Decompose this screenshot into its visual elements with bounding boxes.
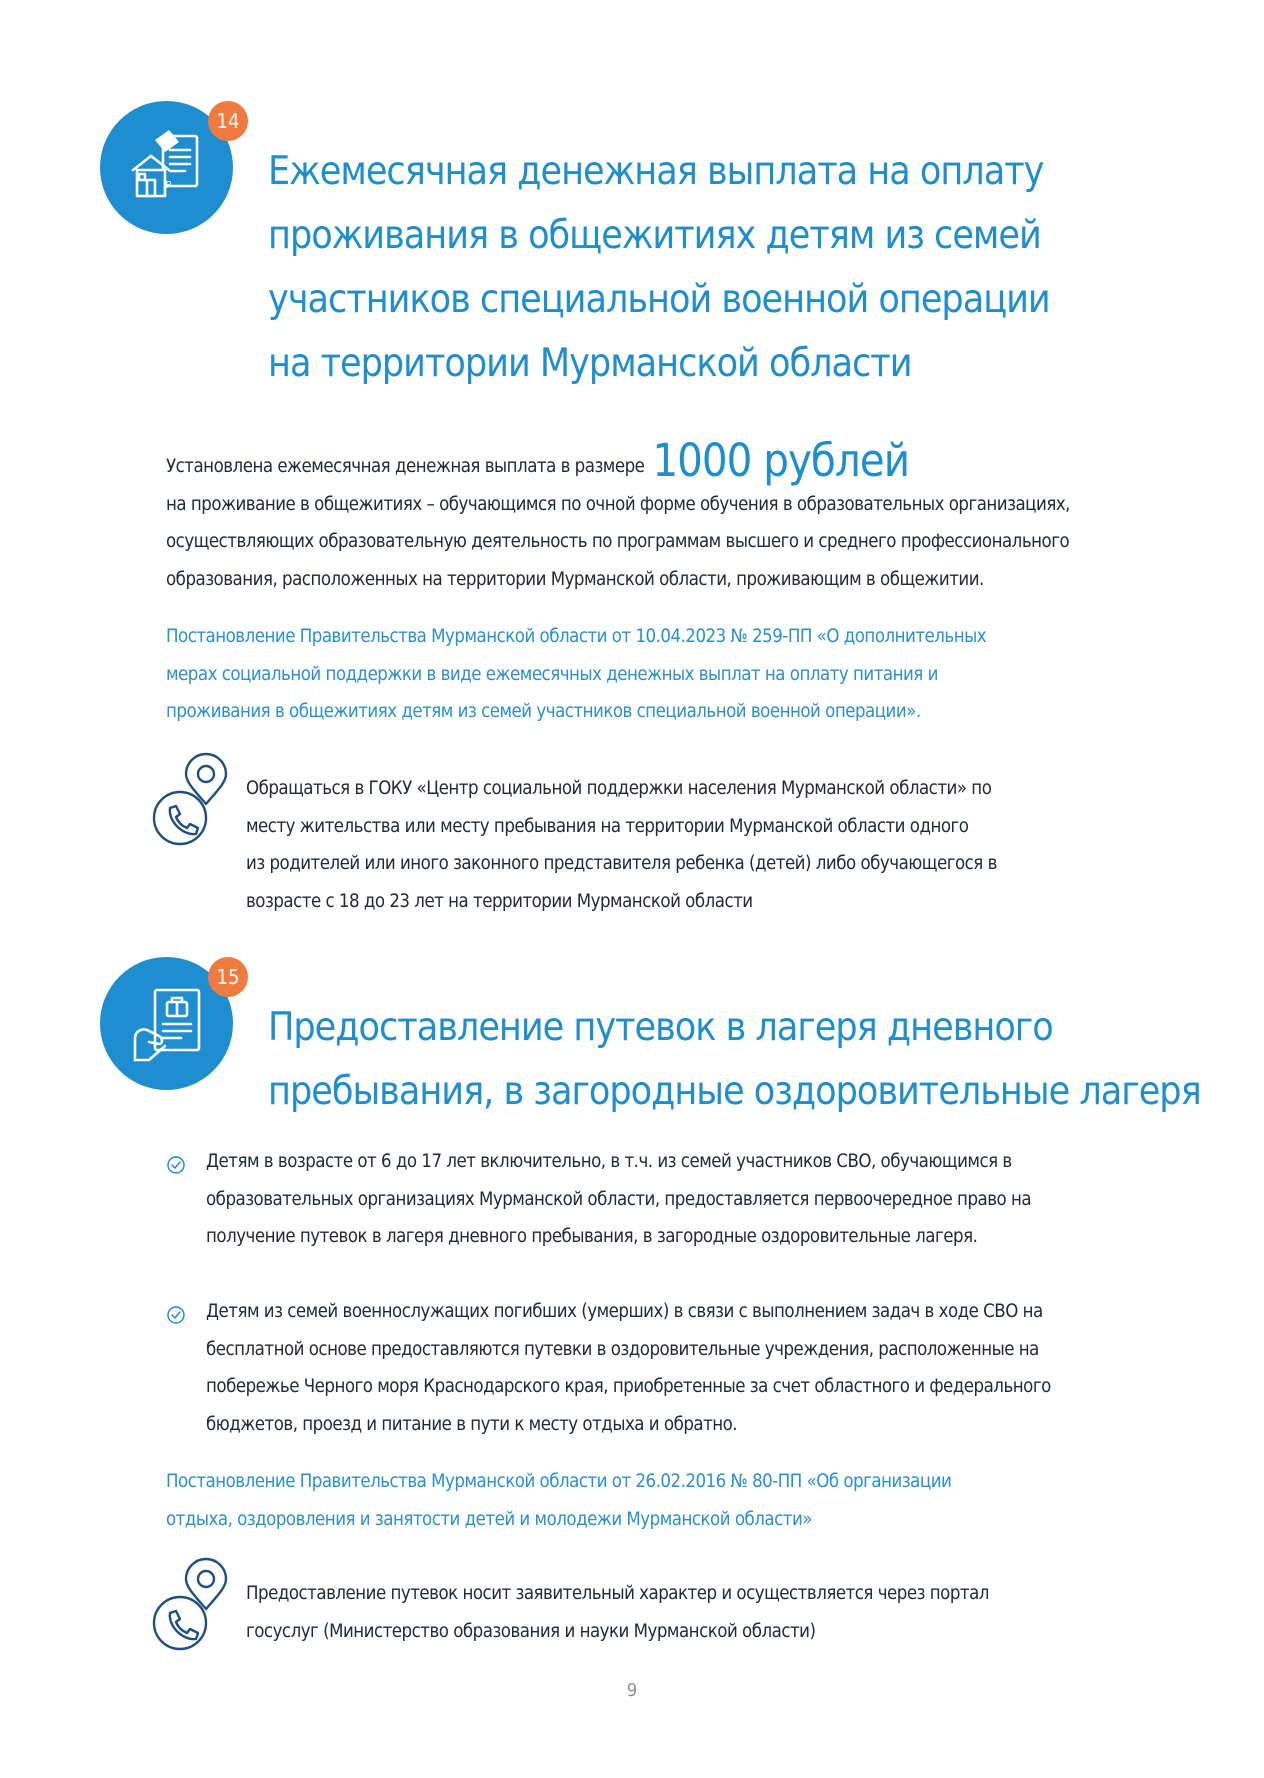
check-circle-icon bbox=[166, 1155, 186, 1175]
section-number-badge: 15 bbox=[208, 957, 248, 997]
section-15-decree: Постановление Правительства Мурманской области от 26.02.2016 № 80-ПП «Об организации отдыха, оздоровления и занятости детей и молодежи Мурманской области» bbox=[166, 1471, 952, 1530]
section-number-badge: 14 bbox=[208, 101, 248, 141]
location-phone-icon bbox=[150, 752, 240, 852]
section-15-contact: Предоставление путевок носит заявительный характер и осуществляется через портал госуслуг (Министерство образования и науки Мурманской области) bbox=[246, 1583, 989, 1642]
check-circle-icon bbox=[166, 1305, 186, 1325]
page-number: 9 bbox=[626, 1680, 638, 1701]
payment-amount: 1000 рублей bbox=[652, 434, 909, 487]
svg-text:₽: ₽ bbox=[164, 179, 171, 191]
section-14-contact: Обращаться в ГОКУ «Центр социальной поддержки населения Мурманской области» по месту жительства или месту пребывания на территории Мурманской области одного из родителей или иного законного представителя ребенка (детей) либо обучающегося в возрасте с 18 до 23 лет на территории Мурманской области bbox=[246, 778, 997, 912]
section-14-title: Ежемесячная денежная выплата на оплату проживания в общежитиях детям из семей участников специальной военной операции на территории Мурманской области bbox=[268, 149, 1050, 386]
section-15-bullet-1: Детям в возрасте от 6 до 17 лет включительно, в т.ч. из семей участников СВО, обучающимся в образовательных организациях Мурманской области, предоставляется первоочередное право на получение путевок в лагеря дневного пребывания, в загородные оздоровительные лагеря. bbox=[206, 1151, 1032, 1247]
section-15-title: Предоставление путевок в лагеря дневного пребывания, в загородные оздоровительные лагеря bbox=[268, 1005, 1201, 1114]
section-14-decree: Постановление Правительства Мурманской области от 10.04.2023 № 259-ПП «О дополнительных мерах социальной поддержки в виде ежемесячных денежных выплат на оплату питания и проживания в общежитиях детям из семей участников специальной военной операции». bbox=[166, 626, 987, 722]
intro-text: Установлена ежемесячная денежная выплата в размере bbox=[166, 456, 645, 477]
section-15-bullet-2: Детям из семей военнослужащих погибших (умерших) в связи с выполнением задач в ходе СВО на бесплатной основе предоставляются путевки в оздоровительные учреждения, расположенные на побережье Черного моря Краснодарского края, приобретенные за счет областного и федерального бюджетов, проезд и питание в пути к месту отдыха и обратно. bbox=[206, 1301, 1051, 1435]
location-phone-icon bbox=[150, 1557, 240, 1657]
section-14-body: Установлена ежемесячная денежная выплата в размере 1000 рублей на проживание в общежитиях – обучающимся по очной форме обучения в образовательных организациях, осуществляющих образовательную деятельность по программам высшего и среднего профессионального образования, расположенных на территории Мурманской области, проживающим в общежитии. bbox=[166, 434, 1070, 590]
